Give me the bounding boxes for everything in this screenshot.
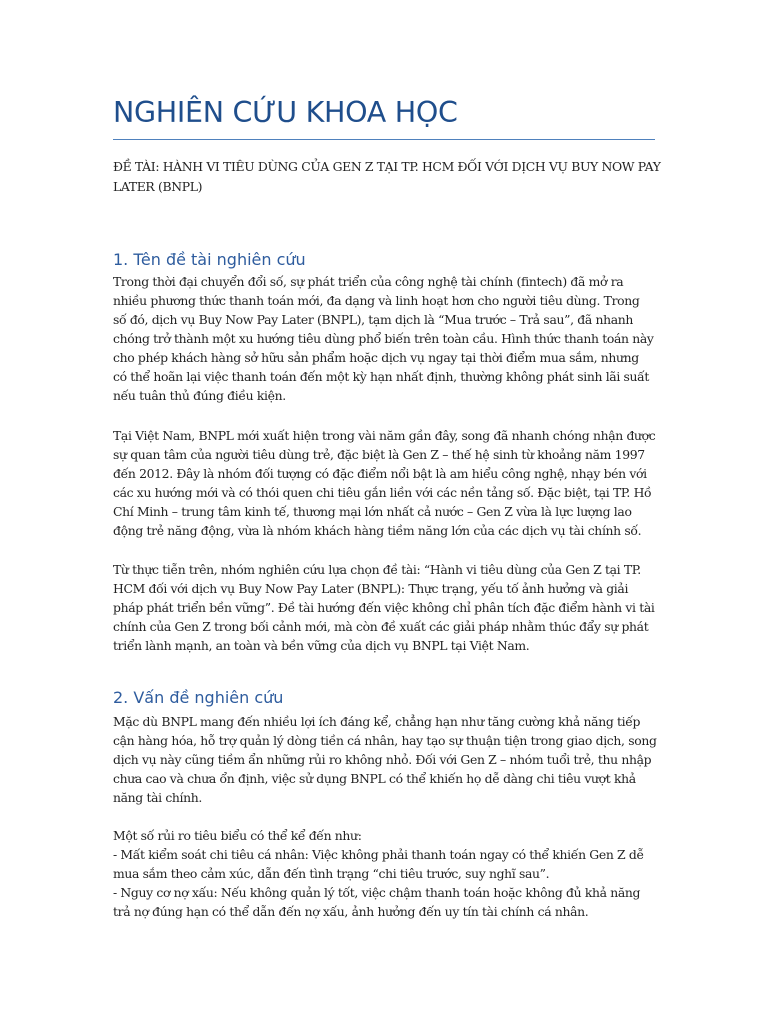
text-line: đến 2012. Đây là nhóm đối tượng có đặc điểm nổi bật là am hiểu công nghệ, nhạy bén với <box>113 466 647 481</box>
text-line: động trẻ năng động, vừa là nhóm khách hàng tiềm năng lớn của các dịch vụ tài chính số. <box>113 523 642 538</box>
text-line: các xu hướng mới và có thói quen chi tiêu gắn liền với các nền tảng số. Đặc biệt, tại TP. Hồ <box>113 485 652 500</box>
text-line: sự quan tâm của người tiêu dùng trẻ, đặc biệt là Gen Z – thế hệ sinh từ khoảng năm 1997 <box>113 447 645 462</box>
text-line: cận hàng hóa, hỗ trợ quản lý dòng tiền cá nhân, hay tạo sự thuận tiện trong giao dịch, song <box>113 733 657 748</box>
section-1-paragraph-2 <box>113 426 655 540</box>
text-line: cho phép khách hàng sở hữu sản phẩm hoặc dịch vụ ngay tại thời điểm mua sắm, nhưng <box>113 350 639 365</box>
text-line: Từ thực tiễn trên, nhóm nghiên cứu lựa chọn đề tài: “Hành vi tiêu dùng của Gen Z tại TP. <box>113 562 641 577</box>
text-line: nhiều phương thức thanh toán mới, đa dạng và linh hoạt hơn cho người tiêu dùng. Trong <box>113 293 640 308</box>
text-line: có thể hoãn lại việc thanh toán đến một kỳ hạn nhất định, thường không phát sinh lãi suất <box>113 369 650 384</box>
text-line: mua sắm theo cảm xúc, dẫn đến tình trạng “chi tiêu trước, suy nghĩ sau”. <box>113 866 550 881</box>
subject-line: LATER (BNPL) <box>113 179 203 194</box>
text-line: số đó, dịch vụ Buy Now Pay Later (BNPL), tạm dịch là “Mua trước – Trả sau”, đã nhanh <box>113 312 634 327</box>
text-line: pháp phát triển bền vững”. Đề tài hướng đến việc không chỉ phân tích đặc điểm hành vi tài <box>113 600 655 615</box>
subject-line: ĐỀ TÀI: HÀNH VI TIÊU DÙNG CỦA GEN Z TẠI TP. HCM ĐỐI VỚI DỊCH VỤ BUY NOW PAY <box>113 159 661 174</box>
text-line: chính của Gen Z trong bối cảnh mới, mà còn đề xuất các giải pháp nhằm thúc đẩy sự phát <box>113 619 649 634</box>
text-line: HCM đối với dịch vụ Buy Now Pay Later (BNPL): Thực trạng, yếu tố ảnh hưởng và giải <box>113 581 629 596</box>
document-title: NGHIÊN CỨU KHOA HỌC <box>113 96 458 129</box>
text-line: Trong thời đại chuyển đổi số, sự phát triển của công nghệ tài chính (fintech) đã mở ra <box>113 274 624 289</box>
text-line: Một số rủi ro tiêu biểu có thể kể đến như: <box>113 828 362 843</box>
section-1-paragraph-3 <box>113 560 655 655</box>
section-heading-2: 2. Vấn đề nghiên cứu <box>113 688 284 707</box>
text-line: Chí Minh – trung tâm kinh tế, thương mại lớn nhất cả nước – Gen Z vừa là lực lượng lao <box>113 504 632 519</box>
text-line: dịch vụ này cũng tiềm ẩn những rủi ro không nhỏ. Đối với Gen Z – nhóm tuổi trẻ, thu nhập <box>113 752 652 767</box>
section-2-paragraph-2 <box>113 826 655 921</box>
text-line: trả nợ đúng hạn có thể dẫn đến nợ xấu, ảnh hưởng đến uy tín tài chính cá nhân. <box>113 904 589 919</box>
section-1-paragraph-1 <box>113 272 655 405</box>
text-line: chưa cao và chưa ổn định, việc sử dụng BNPL có thể khiến họ dễ dàng chi tiêu vượt khả <box>113 771 636 786</box>
section-2-paragraph-1 <box>113 712 655 807</box>
text-line: Mặc dù BNPL mang đến nhiều lợi ích đáng kể, chẳng hạn như tăng cường khả năng tiếp <box>113 714 641 729</box>
research-subject <box>113 157 661 197</box>
text-line: nếu tuân thủ đúng điều kiện. <box>113 388 286 403</box>
list-item: - Nguy cơ nợ xấu: Nếu không quản lý tốt, việc chậm thanh toán hoặc không đủ khả năng <box>113 885 641 900</box>
title-underline-divider <box>113 139 655 140</box>
text-line: Tại Việt Nam, BNPL mới xuất hiện trong vài năm gần đây, song đã nhanh chóng nhận được <box>113 428 656 443</box>
text-line: triển lành mạnh, an toàn và bền vững của dịch vụ BNPL tại Việt Nam. <box>113 638 530 653</box>
list-item: - Mất kiểm soát chi tiêu cá nhân: Việc không phải thanh toán ngay có thể khiến Gen Z dễ <box>113 847 644 862</box>
text-line: chóng trở thành một xu hướng tiêu dùng phổ biến trên toàn cầu. Hình thức thanh toán này <box>113 331 654 346</box>
text-line: năng tài chính. <box>113 790 203 805</box>
section-heading-1: 1. Tên đề tài nghiên cứu <box>113 250 306 269</box>
